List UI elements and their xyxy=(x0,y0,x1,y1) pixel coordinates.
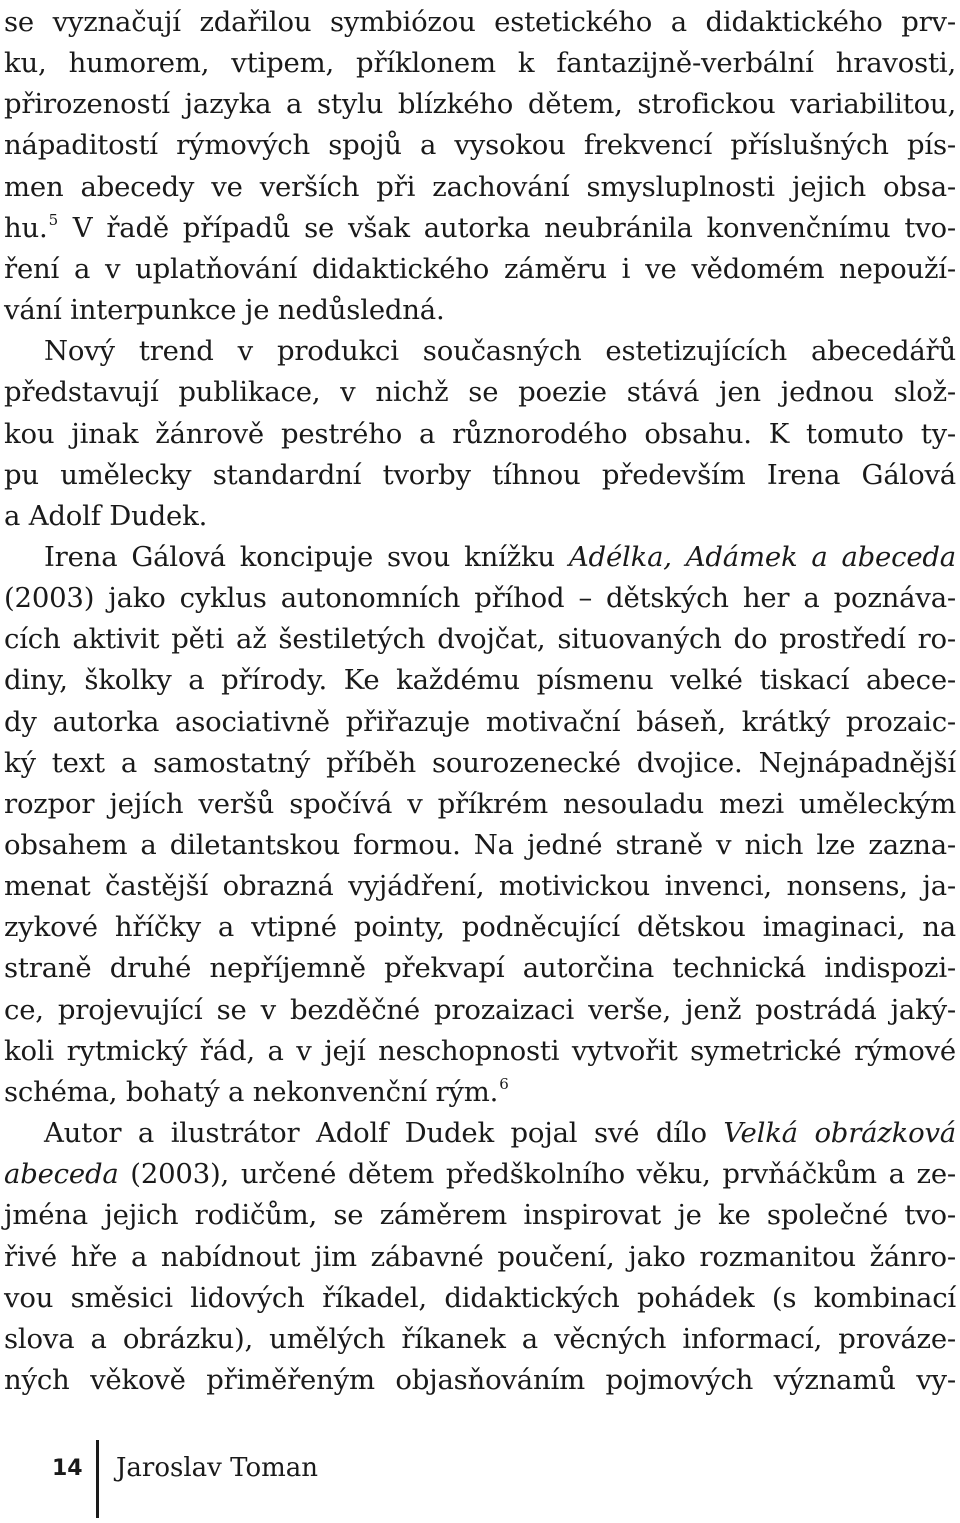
text-segment: Nový trend v produkci současných estetizujících abecedářů xyxy=(44,335,956,368)
text-segment: pu umělecky standardní tvorby tíhnou především Irena Gálová xyxy=(4,458,956,491)
text-segment: slova a obrázku), umělých říkanek a věcných informací, prováze- xyxy=(4,1322,956,1355)
footer-divider xyxy=(96,1440,99,1518)
text-line xyxy=(4,825,956,866)
text-segment: schéma, bohatý a nekonvenční rým. xyxy=(4,1075,499,1108)
text-line xyxy=(4,167,956,208)
text-line xyxy=(4,1237,956,1278)
text-line xyxy=(4,2,956,43)
text-segment: kou jinak žánrově pestrého a různorodého obsahu. K tomuto ty- xyxy=(4,417,956,450)
footnote-reference: 5 xyxy=(48,210,58,229)
text-line xyxy=(4,84,956,125)
text-segment: diny, školky a přírody. Ke každému písmenu velké tiskací abece- xyxy=(4,664,956,697)
text-line xyxy=(4,496,956,537)
text-line xyxy=(4,866,956,907)
text-line xyxy=(4,414,956,455)
text-segment: ce, projevující se v bezděčné prozaizaci verše, jenž postrádá jaký- xyxy=(4,993,956,1026)
text-line xyxy=(4,578,956,619)
text-line xyxy=(4,1195,956,1236)
text-segment: (2003) jako cyklus autonomních příhod – dětských her a poznáva- xyxy=(4,582,956,615)
text-line xyxy=(4,1319,956,1360)
text-line xyxy=(4,619,956,660)
text-segment: řivé hře a nabídnout jim zábavné poučení, jako rozmanitou žánro- xyxy=(4,1240,956,1273)
text-line xyxy=(4,990,956,1031)
text-line xyxy=(4,455,956,496)
text-segment: obsahem a diletantskou formou. Na jedné straně v nich lze zazna- xyxy=(4,829,956,861)
text-segment: ku, humorem, vtipem, příklonem k fantazijně-verbální hravosti, xyxy=(4,47,956,80)
text-line xyxy=(4,784,956,825)
text-line xyxy=(4,948,956,989)
text-segment: ření a v uplatňování didaktického záměru i ve vědomém nepouží- xyxy=(4,252,956,285)
text-segment: Autor a ilustrátor Adolf Dudek pojal své dílo xyxy=(44,1117,724,1150)
text-line xyxy=(4,1031,956,1072)
text-line xyxy=(44,537,956,578)
text-line xyxy=(4,702,956,743)
text-line xyxy=(4,1154,956,1195)
text-line xyxy=(4,290,956,331)
text-line xyxy=(4,660,956,701)
text-segment: men abecedy ve verších při zachování smysluplnosti jejich obsa- xyxy=(4,170,956,203)
text-segment: V řadě případů se však autorka neubránila konvenčnímu tvo- xyxy=(58,211,956,244)
text-segment: jména jejich rodičům, se záměrem inspirovat je ke společné tvo- xyxy=(4,1199,956,1232)
text-line xyxy=(4,1360,956,1401)
text-line xyxy=(4,1072,956,1113)
text-segment: přirozeností jazyka a stylu blízkého dětem, strofickou variabilitou, xyxy=(4,88,956,121)
text-line xyxy=(44,331,956,372)
text-segment: ných věkově přiměřeným objasňováním pojmových významů vy- xyxy=(4,1363,956,1396)
text-line xyxy=(44,1113,956,1154)
text-segment: zykové hříčky a vtipné pointy, podněcující dětskou imaginaci, na xyxy=(4,911,956,944)
text-line xyxy=(4,249,956,290)
text-segment: rozpor jejích veršů spočívá v příkrém nesouladu mezi uměleckým xyxy=(4,787,956,820)
text-segment: se vyznačují zdařilou symbiózou estetického a didaktického prv- xyxy=(4,6,956,38)
footer-author: Jaroslav Toman xyxy=(116,1453,318,1483)
text-segment: představují publikace, v nichž se poezie stává jen jednou slož- xyxy=(4,376,956,409)
text-segment: dy autorka asociativně přiřazuje motivační báseň, krátký prozaic- xyxy=(4,705,956,738)
text-segment: straně druhé nepříjemně překvapí autorčina technická indispozi- xyxy=(4,952,956,985)
book-title: abeceda xyxy=(4,1158,119,1191)
text-segment: nápaditostí rýmových spojů a vysokou frekvencí příslušných pís- xyxy=(4,129,956,162)
text-segment: vou směsici lidových říkadel, didaktických pohádek (s kombinací xyxy=(4,1281,956,1314)
text-segment: vání interpunkce je nedůsledná. xyxy=(4,294,445,327)
text-segment: menat častější obrazná vyjádření, motivickou invenci, nonsens, ja- xyxy=(4,870,956,903)
text-segment: cích aktivit pěti až šestiletých dvojčat, situovaných do prostředí ro- xyxy=(4,623,956,656)
text-segment: Irena Gálová koncipuje svou knížku xyxy=(44,540,569,573)
text-segment: hu. xyxy=(4,211,48,244)
text-segment: ký text a samostatný příběh sourozenecké dvojice. Nejnápadnější xyxy=(4,746,956,779)
text-line xyxy=(4,1278,956,1319)
text-segment: a Adolf Dudek. xyxy=(4,499,208,532)
text-line xyxy=(4,125,956,166)
text-line xyxy=(4,743,956,784)
book-title: Adélka, Adámek a abeceda xyxy=(568,540,957,573)
text-line xyxy=(4,43,956,84)
book-title: Velká obrázková xyxy=(723,1117,956,1150)
text-line xyxy=(4,907,956,948)
page-footer xyxy=(0,1440,960,1520)
text-line xyxy=(4,208,956,249)
page-number: 14 xyxy=(52,1456,83,1481)
text-segment: koli rytmický řád, a v její neschopnosti vytvořit symetrické rýmové xyxy=(4,1034,956,1067)
text-line xyxy=(4,372,956,413)
footnote-reference: 6 xyxy=(499,1074,509,1093)
text-segment: (2003), určené dětem předškolního věku, prvňáčkům a ze- xyxy=(118,1158,956,1191)
